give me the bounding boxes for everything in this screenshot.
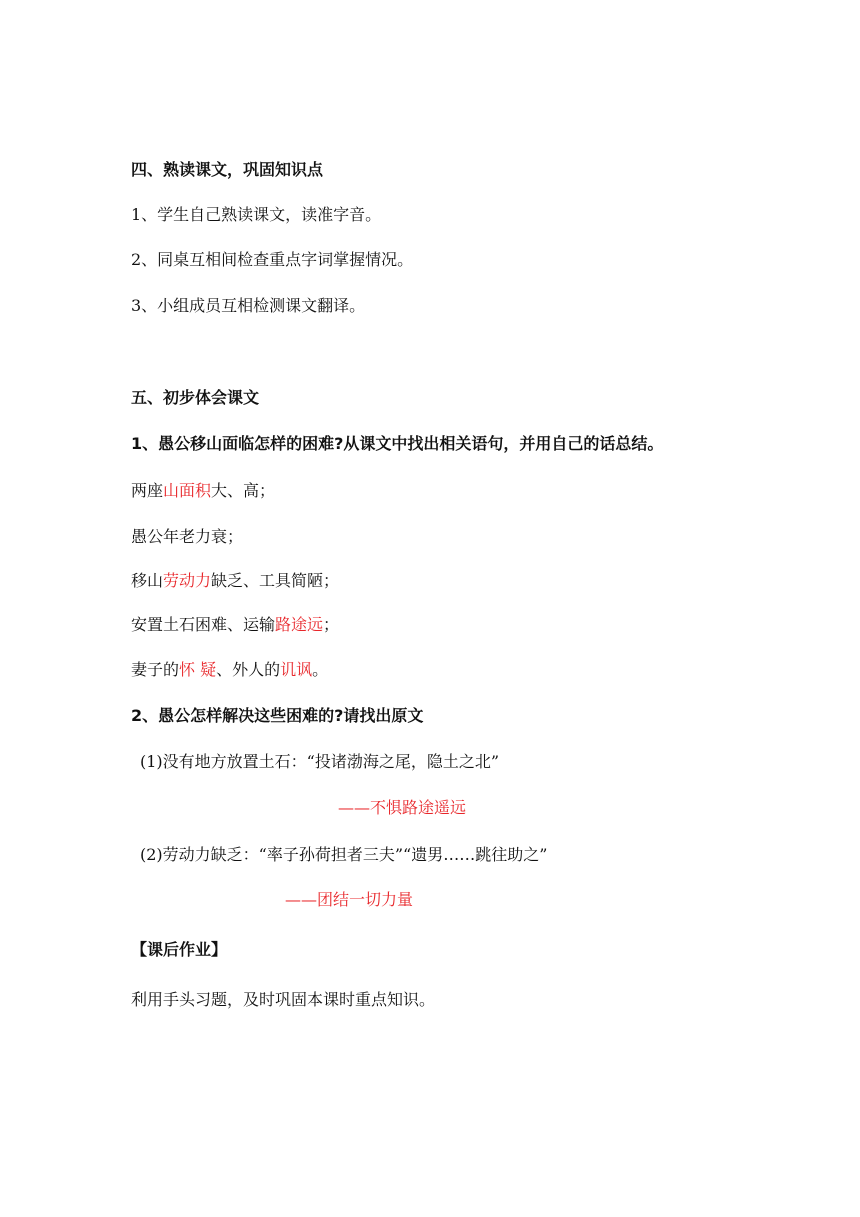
difficulty-5: 妻子的怀 疑、外人的讥讽。 bbox=[131, 660, 329, 679]
section-4-item-3: 3、小组成员互相检测课文翻译。 bbox=[131, 296, 366, 315]
question-2: 2、愚公怎样解决这些困难的?请找出原文 bbox=[131, 706, 424, 725]
homework-text: 利用手头习题，及时巩固本课时重点知识。 bbox=[131, 990, 436, 1009]
difficulty-4: 安置土石困难、运输路途远； bbox=[131, 615, 340, 634]
question-1: 1、愚公移山面临怎样的困难?从课文中找出相关语句，并用自己的话总结。 bbox=[131, 434, 664, 453]
homework-heading: 【课后作业】 bbox=[131, 940, 228, 959]
difficulty-3: 移山劳动力缺乏、工具简陋； bbox=[131, 571, 340, 590]
difficulty-1: 两座山面积大、高； bbox=[131, 481, 276, 500]
answer-2-conclusion: ——团结一切力量 bbox=[285, 890, 414, 909]
section-5-heading: 五、初步体会课文 bbox=[131, 388, 260, 407]
difficulty-2: 愚公年老力衰； bbox=[131, 527, 244, 546]
answer-2-text: (2)劳动力缺乏：“率子孙荷担者三夫”“遗男……跳往助之” bbox=[140, 845, 548, 864]
section-4-heading: 四、熟读课文，巩固知识点 bbox=[131, 160, 324, 179]
section-4-item-2: 2、同桌互相间检查重点字词掌握情况。 bbox=[131, 250, 414, 269]
answer-1-text: (1)没有地方放置土石：“投诸渤海之尾，隐土之北” bbox=[140, 752, 500, 771]
answer-1-conclusion: ——不惧路途遥远 bbox=[338, 798, 467, 817]
section-4-item-1: 1、学生自己熟读课文，读准字音。 bbox=[131, 205, 382, 224]
